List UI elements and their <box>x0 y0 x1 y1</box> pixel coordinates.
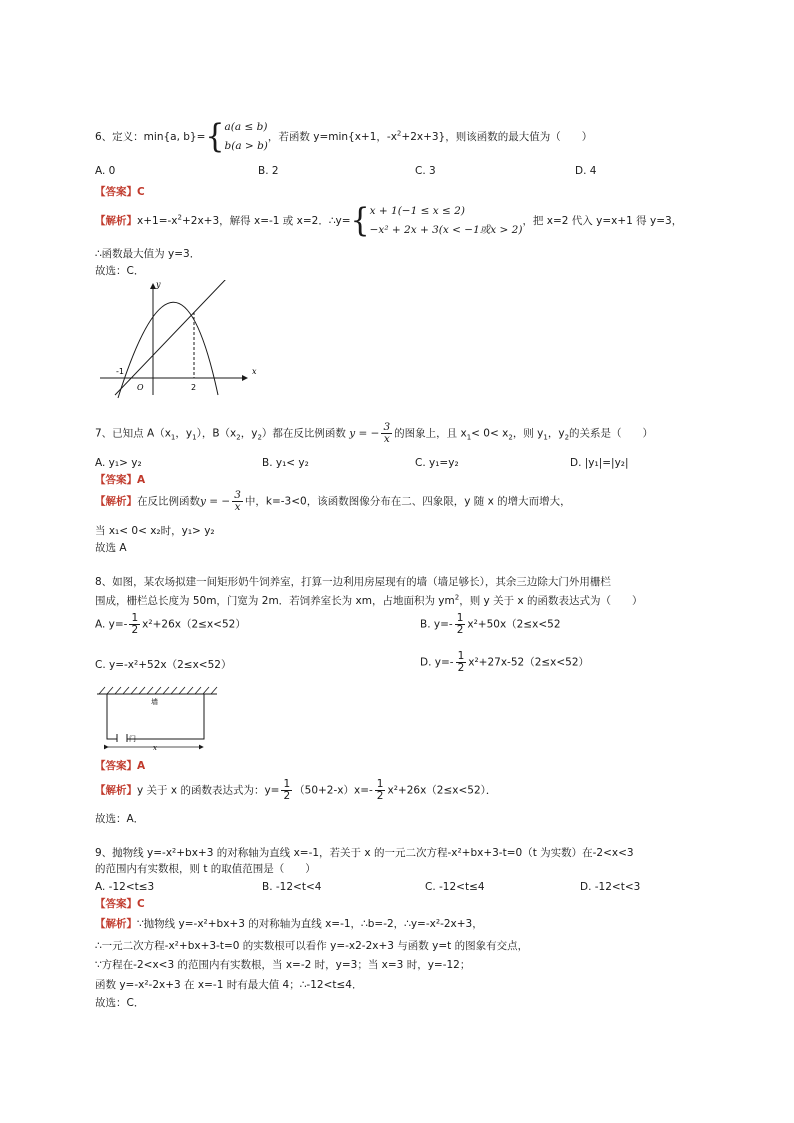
q7-stem-j: 的关系是（ ） <box>569 427 654 440</box>
q8-option-c: C. y=-x²+52x（2≤x<52） <box>95 659 232 671</box>
q8-option-b-den: 2 <box>456 624 464 636</box>
q8-stem-line2: 围成，栅栏总长度为 50m，门宽为 2m．若饲养室长为 xm，占地面积为 $ym^2$，则 y 关于 x 的函数表达式为（ ） <box>95 593 643 607</box>
q9-option-b: B. -12<t<4 <box>262 881 322 893</box>
q8-stem-line1: 8、如图，某农场拟建一间矩形奶牛饲养室，打算一边利用房屋现有的墙（墙足够长），其余三边除大门外用栅栏 <box>95 576 611 588</box>
q7-func-lhs: y = − <box>349 427 380 440</box>
q8-option-b-num: 1 <box>456 612 464 624</box>
q9-option-d: D. -12<t<3 <box>580 881 641 893</box>
q8-analysis-tag: 【解析】 <box>95 784 137 797</box>
q6-graph-origin: O <box>137 383 144 392</box>
q9-analysis-line2: ∴一元二次方程-x²+bx+3-t=0 的实数根可以看作 y=-x2-2x+3 与函数 y=t 的图象有交点， <box>95 940 529 952</box>
q6-graph-tick-2: 2 <box>191 383 197 392</box>
q7-analysis-line2: 当 x₁< 0< x₂时，y₁> y₂ <box>95 525 215 537</box>
q6-graph-tick-neg1: -1 <box>116 367 124 376</box>
q8-stem-2b: ，则 y 关于 x 的函数表达式为（ ） <box>459 595 643 607</box>
q8-door-label: 门 <box>129 735 136 743</box>
q8-x-label: x <box>153 744 157 752</box>
q6-analysis-tag: 【解析】 <box>95 215 137 227</box>
q6-brace: { <box>205 117 225 156</box>
q7-analysis-func-lhs: y = − <box>200 495 231 508</box>
q7-func-frac <box>381 422 392 445</box>
q8-option-a <box>95 613 246 636</box>
q9-answer-tag: 【答案】 <box>95 898 137 910</box>
q8-stem-2a: 围成，栅栏总长度为 50m，门宽为 2m．若饲养室长为 xm，占地面积为 ym <box>95 595 455 607</box>
q8-option-b <box>420 613 561 636</box>
q6-stem-pre: 6、定义：min{a, b}= <box>95 131 206 143</box>
q6-option-c: C. 3 <box>415 165 436 177</box>
q6-analysis-line1: 【解析】$x+1=-x^2+2x+3$，解得 x=-1 或 x=2．∴y={ x + 1(−1 ≤ x ≤ 2) −x² + 2x + 3(x < −1或x > 2) ，把 x=2 代入 y=x+1 得 y=3， <box>95 201 683 240</box>
q8-analysis-1a: y 关于 x 的函数表达式为：y= <box>137 784 280 797</box>
q8-answer <box>95 759 145 773</box>
q7-stem-e: ）都在反比例函数 <box>261 427 346 440</box>
q8-wall-hatch <box>99 687 217 694</box>
q8-option-a-den: 2 <box>131 624 139 636</box>
q6-case2: b(a > b) <box>224 140 268 152</box>
q6-analysis-line2: ∴函数最大值为 y=3． <box>95 248 201 260</box>
q8-analysis-frac1 <box>281 779 292 802</box>
q8-answer-tag: 【答案】 <box>95 760 137 772</box>
q8-analysis-line1 <box>95 779 496 802</box>
q8-analysis-frac1-num: 1 <box>283 778 291 790</box>
q8-analysis-frac2-num: 1 <box>376 778 384 790</box>
q8-option-a-pre: A. y=- <box>95 618 128 631</box>
q8-analysis-1b: （50+2-x）x=- <box>294 784 373 797</box>
q6-graph <box>95 280 265 400</box>
q7-analysis-frac <box>232 490 243 513</box>
q7-stem-c: ），B（x <box>196 427 237 440</box>
q7-stem: 7、已知点 $A(x_1$，$y_1$），$B(x_2$，$y_2$）都在反比例函数 y = − $\frac{3}{x}$ 的图象上，且 $x_1< 0< x_2$，则 $y_1$，$y_2$的关系是（ ） <box>95 421 654 445</box>
q7-stem-d: ，y <box>240 427 258 440</box>
q8-option-b-frac <box>455 613 466 636</box>
q6-analysis-1a: x+1=-x <box>137 215 178 227</box>
q7-answer <box>95 473 145 487</box>
q6-answer-value: C <box>137 186 145 198</box>
q8-analysis-frac2-den: 2 <box>376 790 384 802</box>
q6-pieces <box>370 202 523 240</box>
q6-graph-x-label: x <box>252 367 257 376</box>
q8-figure <box>95 684 225 754</box>
q7-option-c: C. y₁=y₂ <box>415 457 459 469</box>
q6-analysis-line3: 故选：C． <box>95 265 145 277</box>
q6-cases <box>225 118 268 156</box>
q8-option-d-num: 1 <box>457 650 465 662</box>
q7-analysis-line3: 故选 A <box>95 542 127 554</box>
q9-stem-line1: 9、抛物线 y=-x²+bx+3 的对称轴为直线 x=-1，若关于 x 的一元二次方程-x²+bx+3-t=0（t 为实数）在-2<x<3 <box>95 847 634 859</box>
q8-option-d-post: x²+27x-52（2≤x<52） <box>468 656 590 669</box>
q8-analysis-1c: x²+26x（2≤x<52）． <box>387 784 497 797</box>
q9-analysis-tag: 【解析】 <box>95 918 137 930</box>
q7-analysis-frac-den: x <box>234 501 241 513</box>
q6-option-b: B. 2 <box>258 165 279 177</box>
q9-analysis-line3: ∵方程在-2<x<3 的范围内有实数根，当 x=-2 时，y=3；当 x=3 时，y=-12； <box>95 959 471 971</box>
q8-option-d-pre: D. y=- <box>420 656 454 669</box>
q8-analysis-frac2 <box>375 779 386 802</box>
q7-func-den: x <box>383 433 390 445</box>
q7-stem-a: 7、已知点 A（x <box>95 427 171 440</box>
q7-option-d: D. |y₁|=|y₂| <box>570 457 629 469</box>
q7-func-num: 3 <box>383 421 391 433</box>
q9-answer <box>95 897 145 911</box>
q7-stem-b: ，y <box>175 427 193 440</box>
q6-case1: a(a ≤ b) <box>224 121 268 133</box>
q8-answer-value: A <box>137 760 146 772</box>
q8-option-d-den: 2 <box>457 662 465 674</box>
q7-analysis-line1 <box>95 490 571 513</box>
q6-stem-post-a: ，若函数 y=min{x+1，-x <box>267 131 397 143</box>
q7-stem-i: ，y <box>547 427 565 440</box>
q6-option-d: D. 4 <box>575 165 597 177</box>
q6-piece1: x + 1(−1 ≤ x ≤ 2) <box>369 205 465 217</box>
q9-analysis-line5: 故选：C． <box>95 997 145 1009</box>
q8-fence <box>107 694 117 739</box>
q9-analysis-line1 <box>95 917 483 931</box>
q6-answer <box>95 185 145 199</box>
q7-answer-value: A <box>137 474 146 486</box>
q6-piece2: −x² + 2x + 3(x < −1或x > 2) <box>369 224 523 236</box>
q9-stem-line2: 的范围内有实数根，则 t 的取值范围是（ ） <box>95 863 316 875</box>
q7-option-a: A. y₁> y₂ <box>95 457 142 469</box>
q6-option-a: A. 0 <box>95 165 116 177</box>
q9-analysis-line4: 函数 y=-x²-2x+3 在 x=-1 时有最大值 4；∴-12<t≤4． <box>95 979 363 991</box>
q6-graph-y-label: y <box>156 280 161 289</box>
q6-stem: 6、定义：min{a, b}={ a(a ≤ b) b(a > b) ，若函数 y=min{x+1，$-x^2+2x+3$}，则该函数的最大值为（ ） <box>95 117 593 156</box>
q8-option-d-frac <box>456 651 467 674</box>
q6-answer-tag: 【答案】 <box>95 186 137 198</box>
q8-option-b-post: x²+50x（2≤x<52 <box>467 618 561 631</box>
q9-answer-value: C <box>137 898 145 910</box>
q8-option-a-post: x²+26x（2≤x<52） <box>142 618 246 631</box>
q8-analysis-line2: 故选：A． <box>95 813 145 825</box>
q6-stem-post-b: +2x+3}，则该函数的最大值为（ ） <box>401 131 593 143</box>
q9-analysis-1: ∵抛物线 y=-x²+bx+3 的对称轴为直线 x=-1，∴b=-2，∴y=-x²-2x+3， <box>137 918 483 930</box>
q8-option-a-num: 1 <box>131 612 139 624</box>
q6-analysis-1b: +2x+3，解得 x=-1 或 x=2．∴y= <box>181 215 351 227</box>
q6-piece-brace: { <box>350 201 370 240</box>
q7-stem-g: < 0< x <box>471 427 509 440</box>
q7-stem-f: 的图象上，且 x <box>394 427 467 440</box>
q7-analysis-tag: 【解析】 <box>95 495 137 508</box>
q8-option-b-pre: B. y=- <box>420 618 453 631</box>
q7-stem-h: ，则 y <box>512 427 544 440</box>
q7-analysis-frac-num: 3 <box>234 489 241 501</box>
q9-option-a: A. -12<t≤3 <box>95 881 155 893</box>
q8-option-a-frac <box>129 613 140 636</box>
q8-fence-right <box>127 694 204 739</box>
q9-option-c: C. -12<t≤4 <box>425 881 485 893</box>
q8-option-d <box>420 651 589 674</box>
q8-wall-label: 墙 <box>151 698 158 706</box>
q7-answer-tag: 【答案】 <box>95 474 137 486</box>
q6-graph-parabola <box>118 302 218 398</box>
q8-analysis-frac1-den: 2 <box>283 790 291 802</box>
q7-option-b: B. y₁< y₂ <box>262 457 309 469</box>
q7-analysis-1a: 在反比例函数 <box>137 495 200 508</box>
q7-analysis-1b: 中，k=-3<0，该函数图像分布在二、四象限，y 随 x 的增大而增大， <box>244 495 571 508</box>
q6-analysis-1c: ，把 x=2 代入 y=x+1 得 y=3， <box>522 215 683 227</box>
